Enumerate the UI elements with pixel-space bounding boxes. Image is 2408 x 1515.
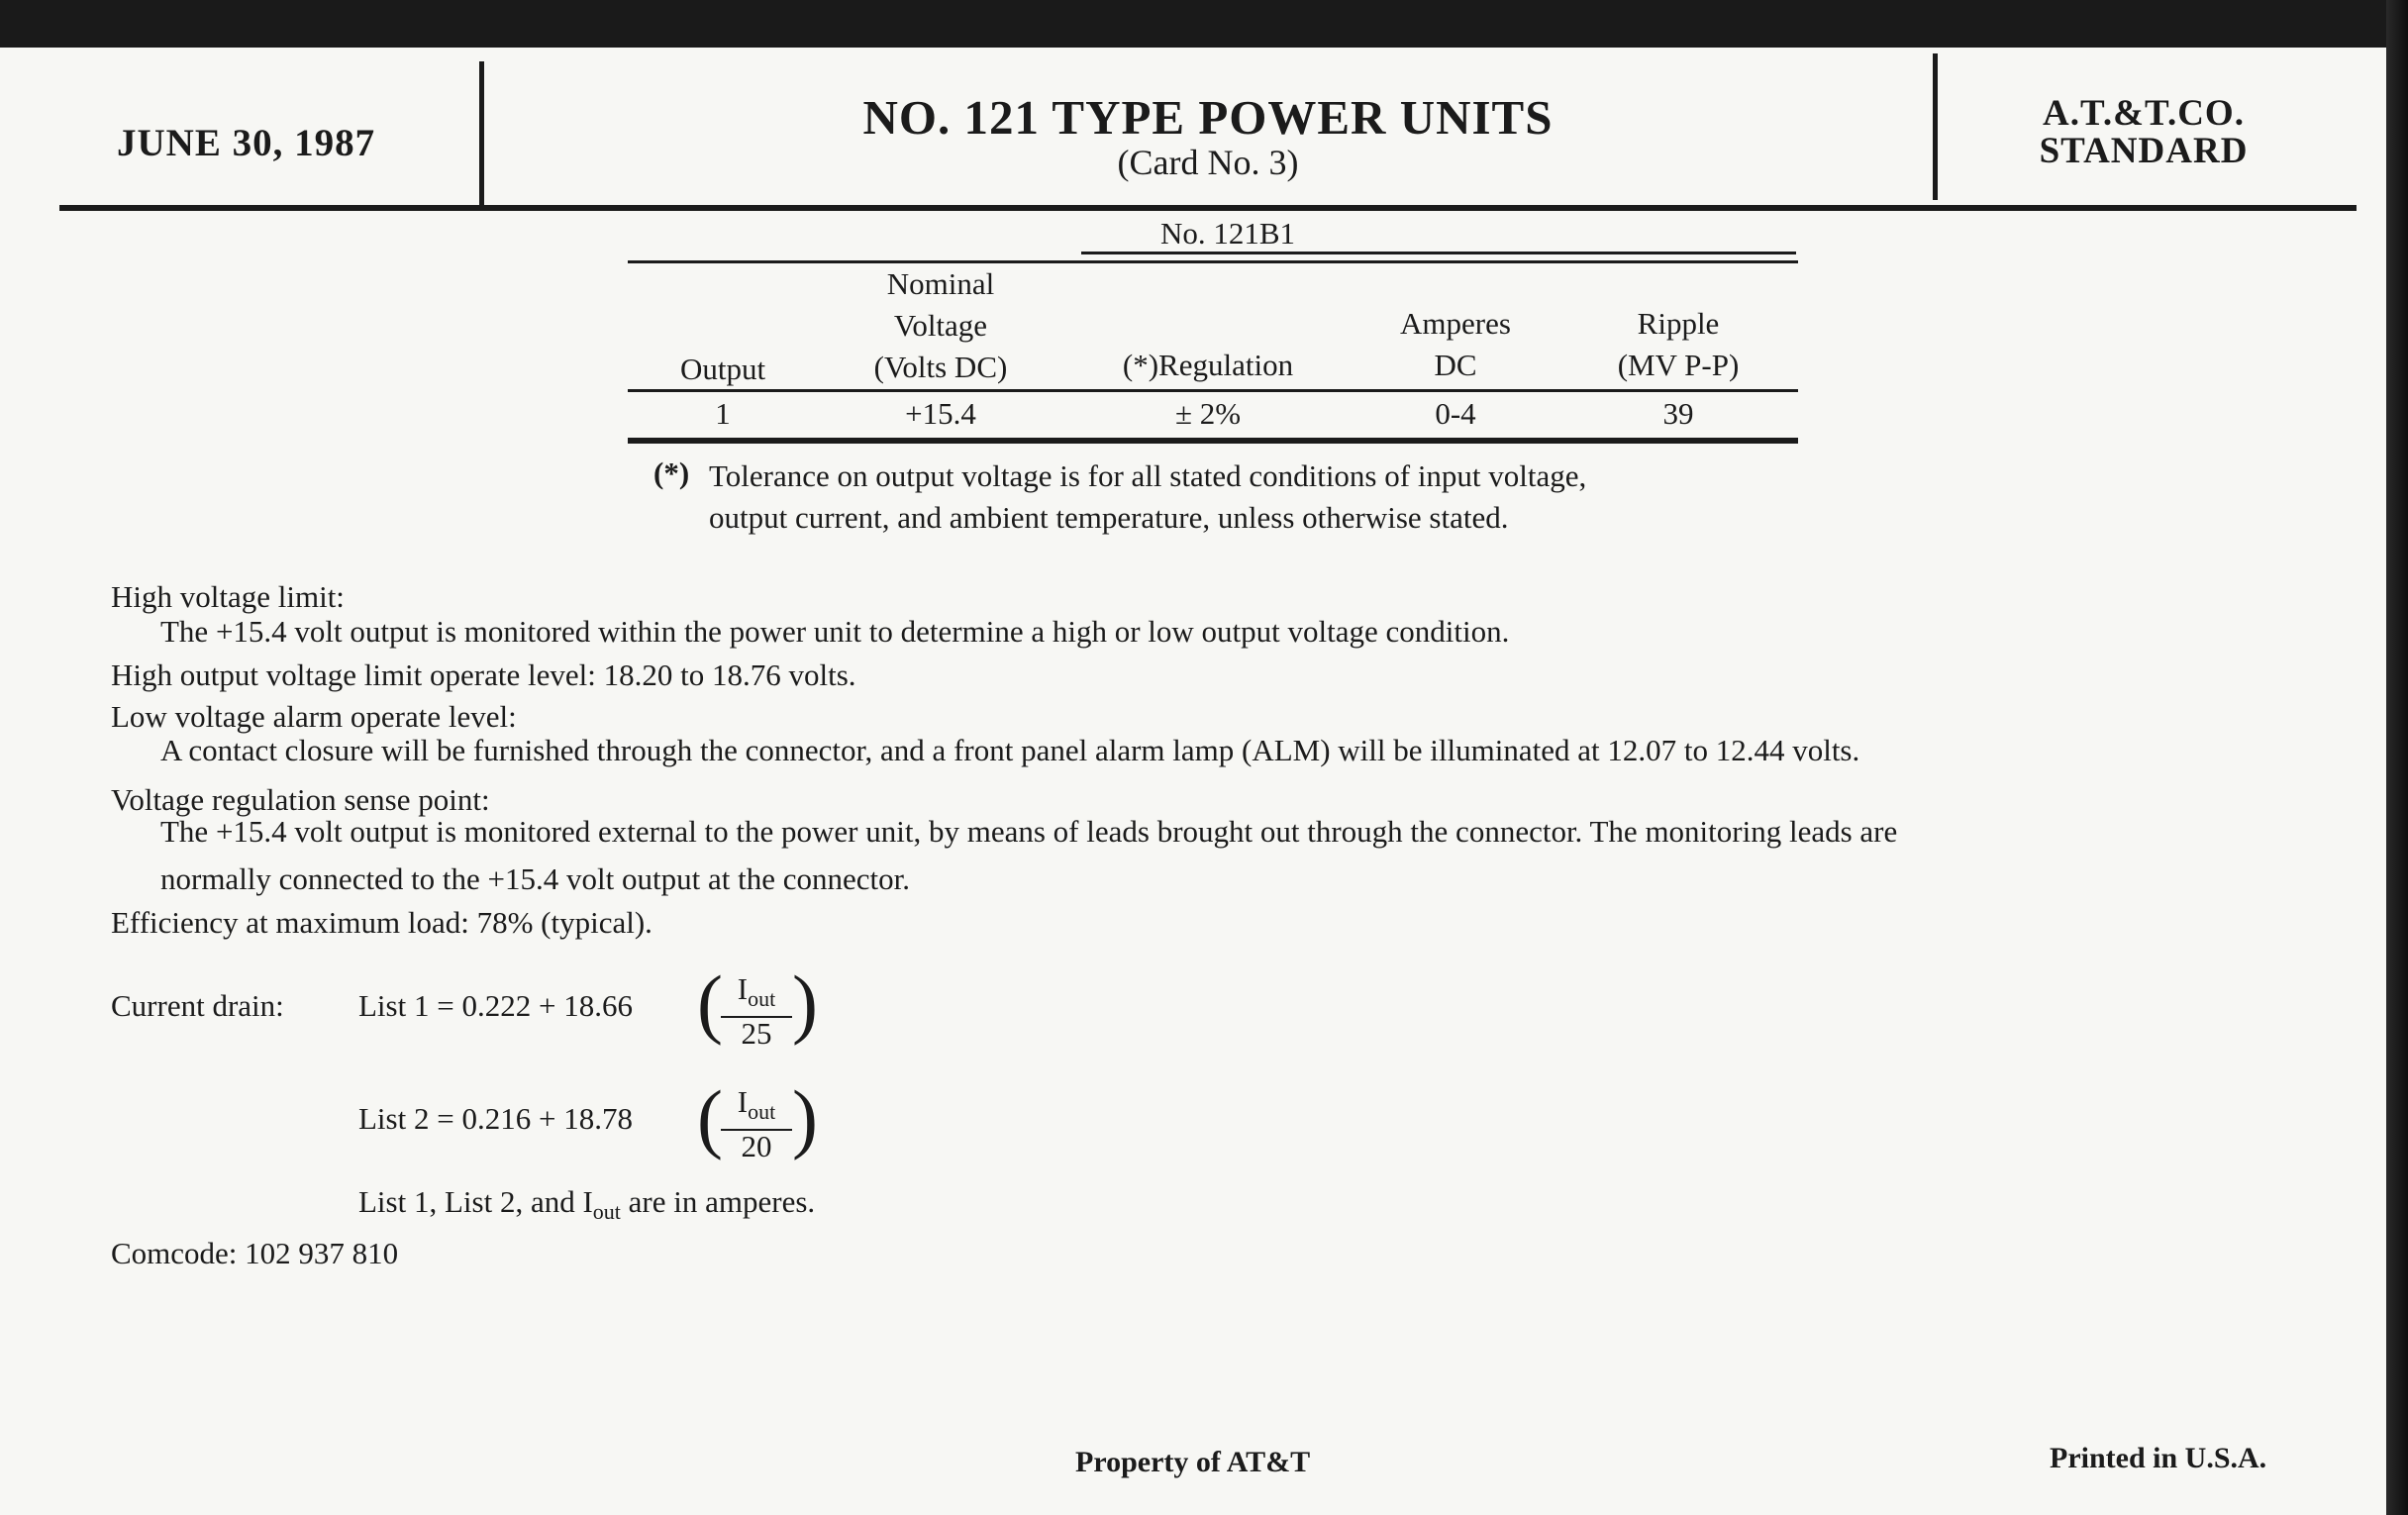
formula-list2: List 2 = 0.216 + 18.78	[358, 1101, 633, 1136]
body-line: High voltage limit:	[111, 579, 345, 614]
formula-list1: List 1 = 0.222 + 18.66	[358, 988, 633, 1023]
header-divider-left	[479, 61, 484, 208]
header-standard	[1941, 95, 2347, 170]
fraction-numerator: $I_{out}$	[721, 1085, 792, 1131]
header-standard-line1: A.T.&T.CO.	[2043, 93, 2245, 134]
body-line: The +15.4 volt output is monitored within the power unit to determine a high or low output voltage condition.	[160, 614, 1510, 649]
document-card	[0, 48, 2386, 1515]
header-subtitle: (Card No. 3)	[1117, 143, 1299, 182]
body-line: Efficiency at maximum load: 78% (typical).	[111, 905, 652, 940]
fraction-list2	[721, 1085, 792, 1162]
table-cell: ± 2%	[1174, 396, 1242, 431]
table-cell: 1	[715, 396, 731, 431]
col-header-output: Output	[679, 352, 766, 386]
table-top-rule	[628, 260, 1798, 263]
footer-printed: Printed in U.S.A.	[2050, 1442, 2267, 1474]
body-line: Low voltage alarm operate level:	[111, 699, 517, 734]
body-line: High output voltage limit operate level: 18.20 to 18.76 volts.	[111, 657, 856, 692]
col-header-ripple: Ripple (MV P-P)	[1617, 306, 1740, 382]
table-title: No. 121B1	[1159, 216, 1296, 251]
header-divider-right	[1933, 53, 1938, 200]
col-header-nominal-voltage: Nominal Voltage (Volts DC)	[873, 266, 1008, 384]
table-cell: +15.4	[905, 396, 976, 431]
paren-left: (	[697, 1074, 723, 1161]
table-cell: 39	[1662, 396, 1694, 431]
fraction-list1	[721, 972, 792, 1050]
header-title: NO. 121 TYPE POWER UNITS	[862, 90, 1554, 145]
paren-left: (	[697, 960, 723, 1046]
body-line: A contact closure will be furnished through the connector, and a front panel alarm lamp (ALM) will be illuminated at 12.07 to 12.44 volts.	[160, 733, 1860, 767]
fraction-denominator: 20	[741, 1129, 772, 1164]
header-date: JUNE 30, 1987	[117, 122, 376, 164]
col-header-amperes: Amperes DC	[1400, 306, 1511, 382]
fraction-numerator: $I_{out}$	[721, 972, 792, 1018]
table-title-rule	[1081, 252, 1796, 254]
comcode: Comcode: 102 937 810	[111, 1236, 399, 1270]
fraction-denominator: 25	[741, 1016, 772, 1052]
card-edge	[2386, 0, 2408, 1515]
table-note-mark: (*)	[653, 455, 690, 490]
body-line: normally connected to the +15.4 volt output at the connector.	[160, 861, 910, 896]
footer-property: Property of AT&T	[1075, 1446, 1311, 1478]
current-drain-label: Current drain:	[111, 988, 284, 1023]
header-standard-line2: STANDARD	[2039, 131, 2249, 171]
body-line: Voltage regulation sense point:	[111, 782, 490, 817]
table-note: Tolerance on output voltage is for all stated conditions of input voltage, output current, and ambient temperature, unless otherwise stated.	[709, 458, 1587, 535]
paren-right: )	[792, 1074, 818, 1161]
paren-right: )	[792, 960, 818, 1046]
col-header-regulation: (*)Regulation	[1122, 348, 1294, 382]
header-rule	[59, 205, 2357, 211]
units-note: List 1, List 2, and $I_{out}$ are in amperes.	[358, 1184, 816, 1225]
table-cell: 0-4	[1435, 396, 1476, 431]
table-bottom-rule	[628, 438, 1798, 444]
body-line: The +15.4 volt output is monitored external to the power unit, by means of leads brought out through the connector. The monitoring leads are	[160, 814, 1898, 849]
table-header-rule	[628, 389, 1798, 392]
